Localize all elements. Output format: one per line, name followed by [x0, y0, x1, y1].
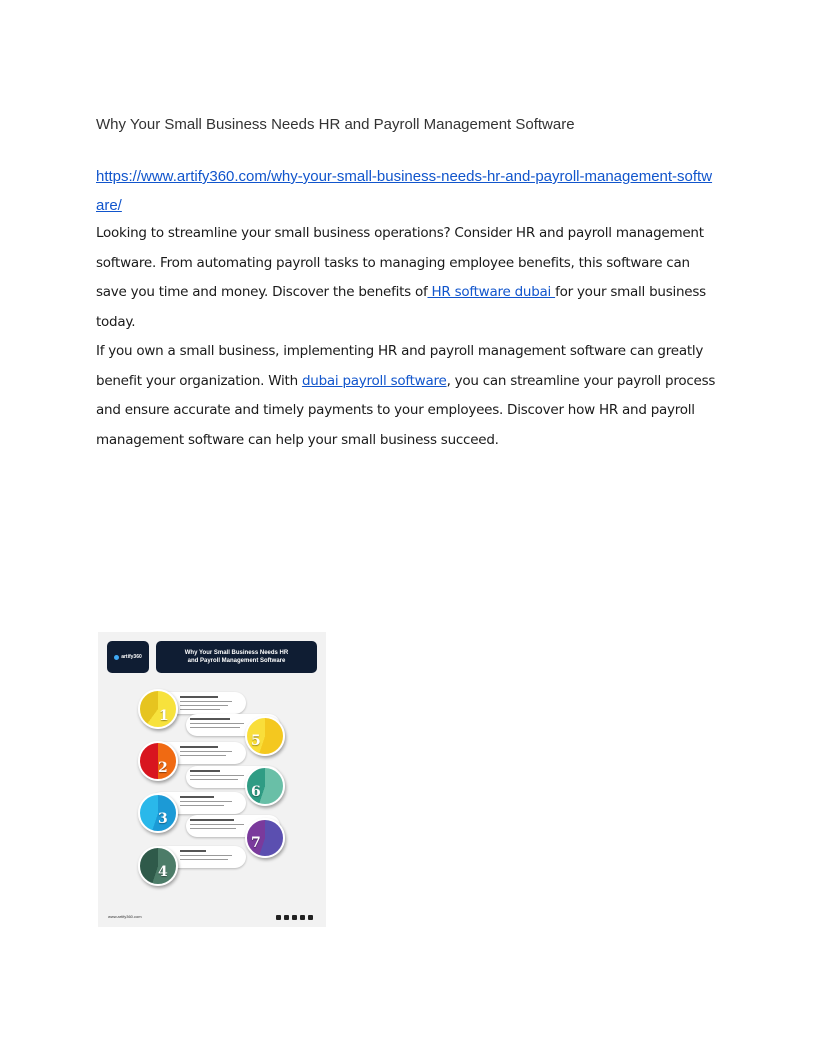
- infographic-image: [98, 632, 326, 927]
- step-2-heading-line: [180, 746, 218, 748]
- step-2-text-line: [180, 755, 226, 756]
- document-title: Why Your Small Business Needs HR and Payroll Management Software: [96, 116, 575, 133]
- paragraph-intro-text-before: Looking to streamline your small business operations? Consider HR and payroll management software. From automating payroll tasks to managing employee benefits, this software can save you time and money. Discover the benefits of: [96, 225, 704, 300]
- step-6-heading-line: [190, 770, 220, 772]
- paragraph-benefits-text-before: If you own a small business, implementing HR and payroll management software can greatly benefit your organization. With: [96, 343, 704, 389]
- step-7-text-line: [190, 824, 244, 825]
- instagram-icon: [284, 915, 289, 920]
- infographic-heading: [156, 641, 317, 673]
- infographic-heading-line2: and Payroll Management Software: [187, 658, 286, 664]
- step-1-heading-line: [180, 696, 218, 698]
- step-4-heading-line: [180, 850, 206, 852]
- dubai-payroll-software-link[interactable]: dubai payroll software: [301, 372, 447, 389]
- step-6-text-line: [190, 779, 238, 780]
- step-4-text-line: [180, 859, 228, 860]
- step-4-number: 4: [158, 864, 168, 880]
- step-5-text-line: [190, 727, 240, 728]
- step-1-circle: [138, 689, 178, 729]
- step-6-number: 6: [251, 784, 261, 800]
- step-2-text-line: [180, 751, 232, 752]
- artify360-logo: [107, 641, 149, 673]
- step-1-number: 1: [159, 708, 169, 724]
- step-3-number: 3: [158, 811, 168, 827]
- paragraph-benefits-text-after: , you can streamline your payroll process and ensure accurate and timely payments to your employees. Discover how HR and payroll management software can help your small business succeed.: [96, 372, 716, 448]
- logo-text: artify360: [121, 654, 142, 660]
- step-1-text-line: [180, 705, 228, 706]
- step-7-text-line: [190, 828, 236, 829]
- infographic-footer-url: www.artify360.com: [108, 914, 142, 919]
- step-7-number: 7: [251, 835, 261, 851]
- paragraph-intro: [96, 219, 720, 337]
- step-6-text-line: [190, 775, 244, 776]
- step-1-text-line: [180, 709, 220, 710]
- step-3-text-line: [180, 801, 232, 802]
- step-5-number: 5: [251, 733, 261, 749]
- article-url-link[interactable]: https://www.artify360.com/why-your-small-business-needs-hr-and-payroll-management-software/: [96, 168, 713, 214]
- step-7-heading-line: [190, 819, 234, 821]
- hr-software-dubai-link[interactable]: HR software dubai: [427, 284, 556, 300]
- step-5-text-line: [190, 723, 244, 724]
- facebook-icon: [276, 915, 281, 920]
- step-1-text-line: [180, 701, 232, 702]
- email-icon: [308, 915, 313, 920]
- paragraph-intro-text-after: for your small business today.: [96, 284, 706, 330]
- logo-mark-icon: [114, 655, 119, 660]
- step-2-number: 2: [158, 760, 168, 776]
- step-4-text-line: [180, 855, 232, 856]
- twitter-icon: [292, 915, 297, 920]
- paragraph-benefits: [96, 337, 720, 455]
- step-3-heading-line: [180, 796, 214, 798]
- step-3-text-line: [180, 805, 224, 806]
- linkedin-icon: [300, 915, 305, 920]
- infographic-heading-line1: Why Your Small Business Needs HR: [184, 650, 289, 656]
- step-5-heading-line: [190, 718, 230, 720]
